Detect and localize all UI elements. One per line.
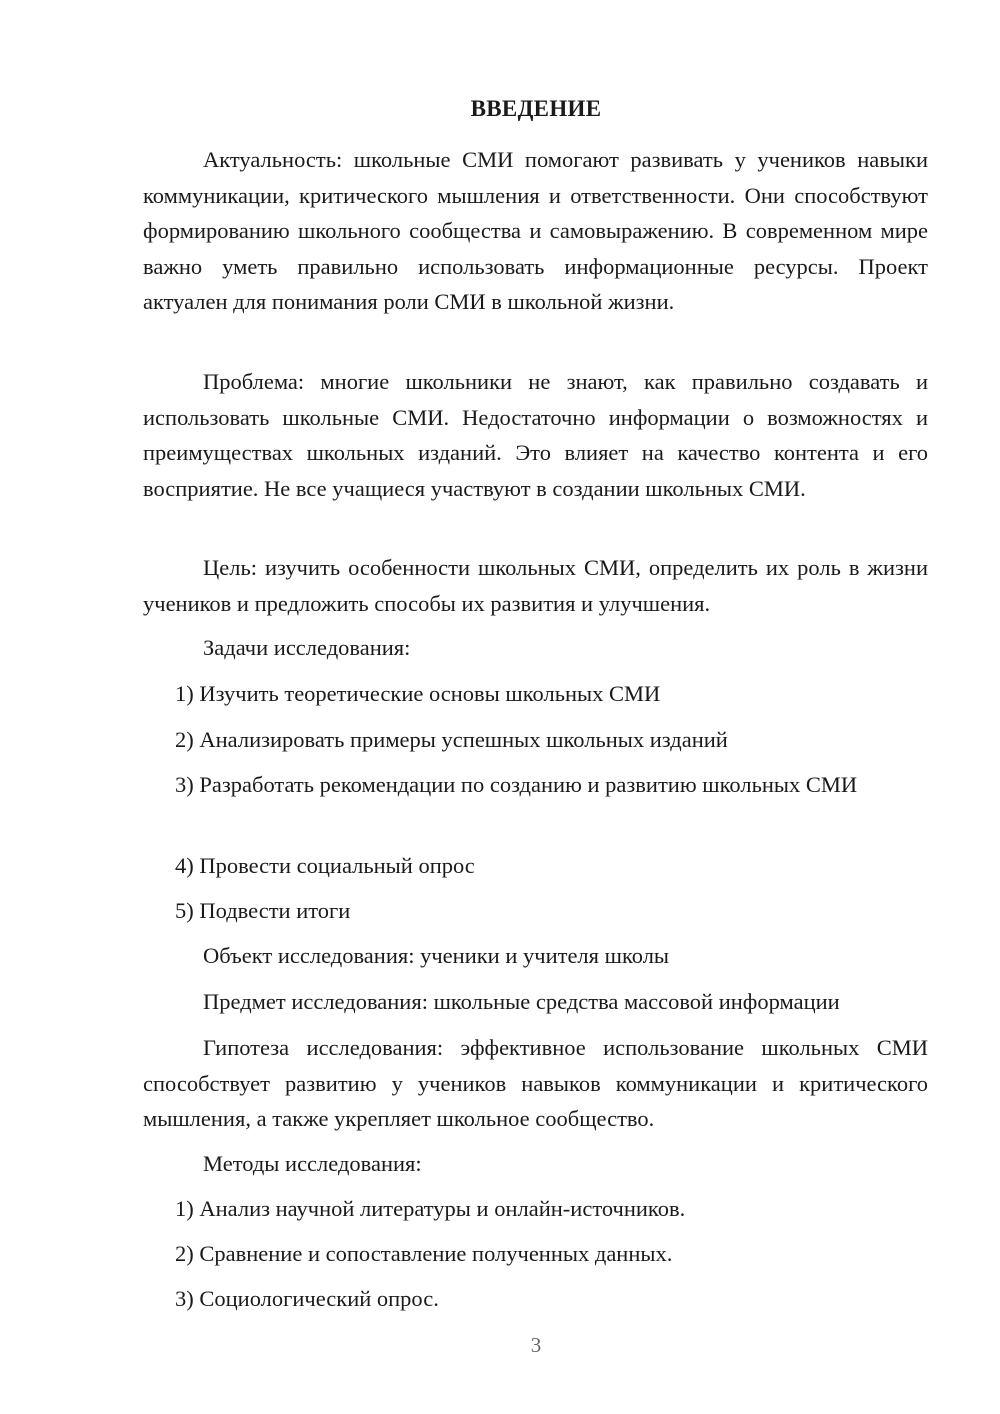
methods-heading: Методы исследования: xyxy=(203,1151,422,1176)
task-item: 5) Подвести итоги xyxy=(175,898,351,923)
page-title: ВВЕДЕНИЕ xyxy=(470,96,602,121)
method-item: 1) Анализ научной литературы и онлайн-источников. xyxy=(175,1196,686,1221)
hypothesis-paragraph: Гипотеза исследования: эффективное использование школьных СМИ способствует развитию у учеников навыков коммуникации и критического мышления, а также укрепляет школьное сообщество. xyxy=(143,1035,928,1131)
subject-line: Предмет исследования: школьные средства массовой информации xyxy=(203,989,840,1014)
relevance-paragraph: Актуальность: школьные СМИ помогают развивать у учеников навыки коммуникации, критического мышления и ответственности. Они способствуют формированию школьного сообщества и самовыражению. В современном мире важно уметь правильно использовать информационные ресурсы. Проект актуален для понимания роли СМИ в школьной жизни. xyxy=(143,147,928,314)
page-number: 3 xyxy=(530,1333,542,1357)
task-item: 1) Изучить теоретические основы школьных СМИ xyxy=(175,681,661,706)
task-item: 2) Анализировать примеры успешных школьных изданий xyxy=(175,727,728,752)
method-item: 2) Сравнение и сопоставление полученных данных. xyxy=(175,1241,673,1266)
task-item: 3) Разработать рекомендации по созданию и развитию школьных СМИ xyxy=(175,772,858,797)
tasks-heading: Задачи исследования: xyxy=(203,635,411,660)
object-line: Объект исследования: ученики и учителя школы xyxy=(203,943,670,968)
method-item: 3) Социологический опрос. xyxy=(175,1286,439,1311)
task-item: 4) Провести социальный опрос xyxy=(175,853,475,878)
goal-paragraph: Цель: изучить особенности школьных СМИ, определить их роль в жизни учеников и предложить способы их развития и улучшения. xyxy=(143,555,928,616)
problem-paragraph: Проблема: многие школьники не знают, как правильно создавать и использовать школьные СМИ. Недостаточно информации о возможностях и преимуществах школьных изданий. Это влияет на качество контента и его восприятие. Не все учащиеся участвуют в создании школьных СМИ. xyxy=(143,369,928,501)
